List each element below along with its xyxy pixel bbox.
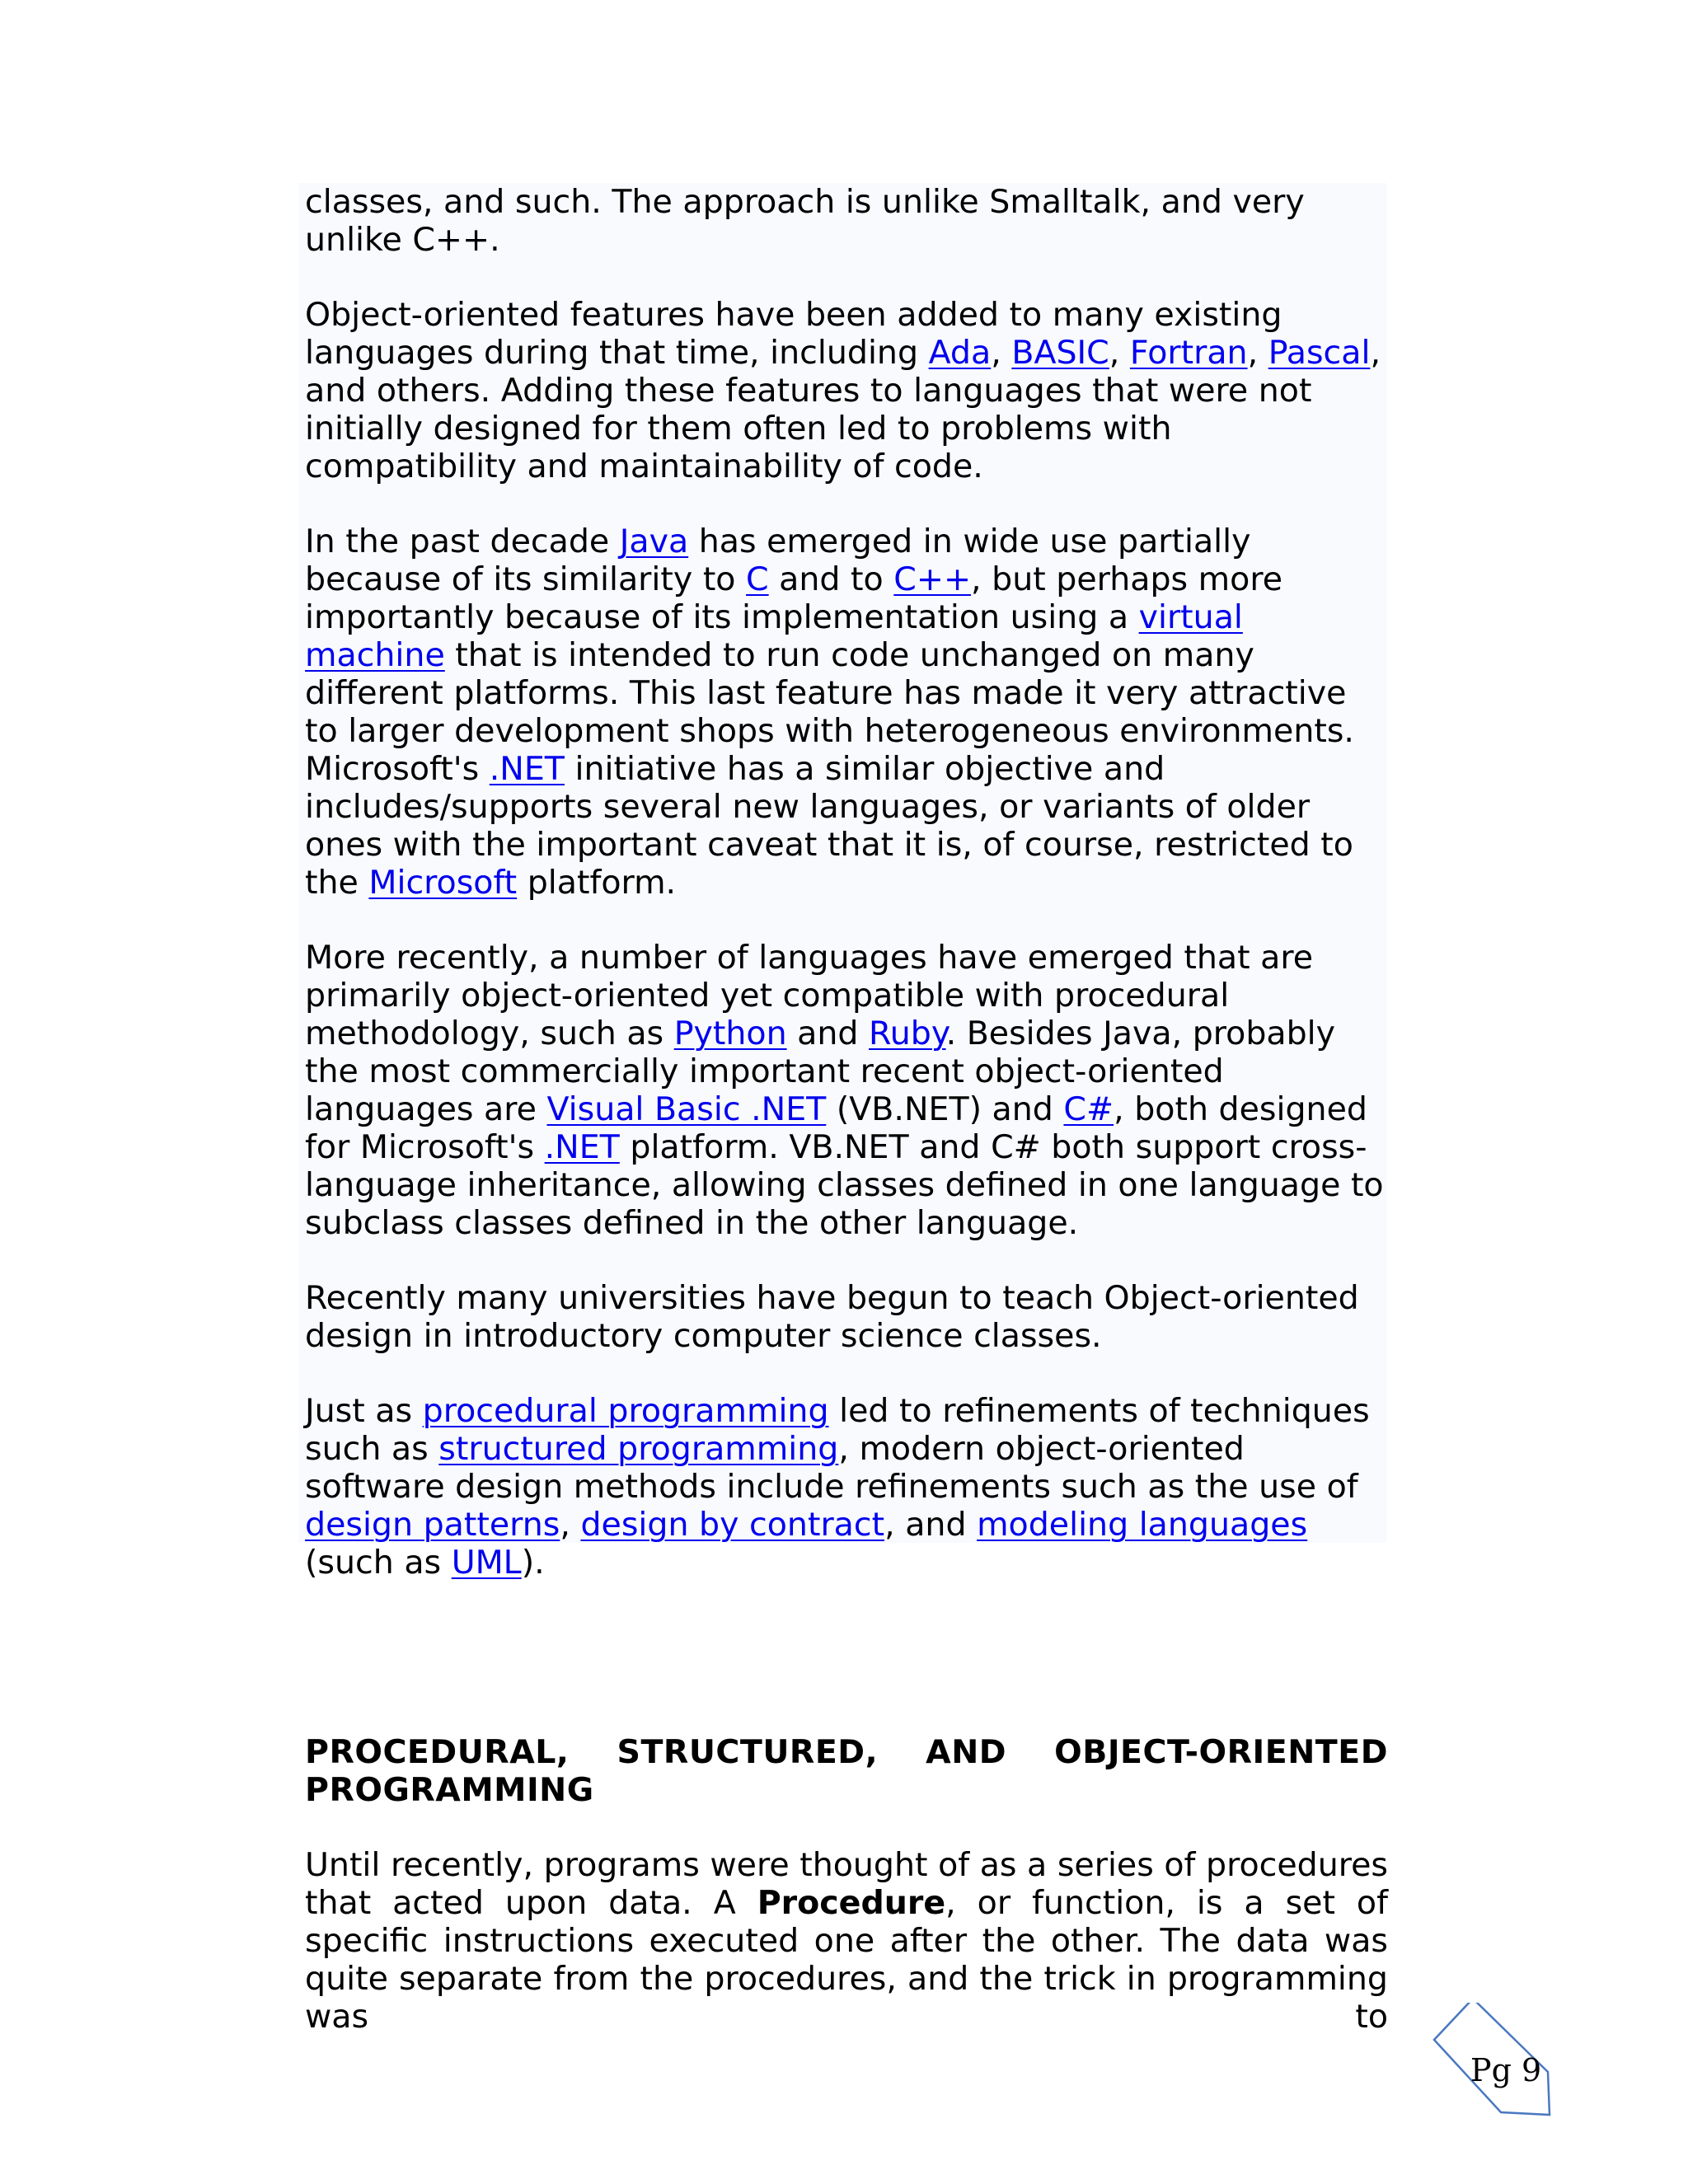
link-visual-basic-net[interactable]: Visual Basic .NET xyxy=(546,1090,827,1128)
text: and xyxy=(786,1015,870,1052)
paragraph-5 xyxy=(305,1279,1388,1355)
text: , both designed for Microsoft's xyxy=(305,1090,1367,1166)
paragraph-6 xyxy=(305,1392,1388,1582)
link-design-patterns[interactable]: design patterns xyxy=(305,1506,560,1544)
text: , and xyxy=(884,1506,978,1544)
link-java[interactable]: Java xyxy=(619,523,689,560)
link-procedural-programming[interactable]: procedural programming xyxy=(422,1392,829,1430)
text: has emerged in wide use partially because of its similarity to xyxy=(305,523,1251,598)
text: , xyxy=(1247,334,1268,372)
link-dotnet[interactable]: .NET xyxy=(489,750,565,788)
page-number: Pg 9 xyxy=(1470,2052,1542,2088)
text: and to xyxy=(768,560,894,598)
text: , modern object-oriented software design methods include refinements such as the use of xyxy=(305,1430,1358,1506)
paragraph-7 xyxy=(305,1846,1388,2036)
link-ruby[interactable]: Ruby xyxy=(869,1015,946,1052)
text: ). xyxy=(521,1544,545,1582)
text: , and others. Adding these features to languages that were not initially designed for them often led to problems with compatibility and maintainability of code. xyxy=(305,334,1381,485)
link-python[interactable]: Python xyxy=(673,1015,787,1052)
link-uml[interactable]: UML xyxy=(451,1544,522,1582)
text: platform. VB.NET and C# both support cross-language inheritance, allowing classes defined in one language to subclass classes defined in the other language. xyxy=(305,1128,1384,1242)
text: More recently, a number of languages have emerged that are primarily object-oriented yet compatible with procedural methodology, such as xyxy=(305,939,1314,1052)
text: Object-oriented features have been added to many existing languages during that time, including xyxy=(305,296,1282,372)
text: , xyxy=(991,334,1012,372)
text: platform. xyxy=(517,864,677,902)
paragraph-4 xyxy=(305,939,1388,1242)
text: Recently many universities have begun to teach Object-oriented design in introductory computer science classes. xyxy=(305,1279,1359,1355)
link-basic[interactable]: BASIC xyxy=(1011,334,1109,372)
page-number-badge xyxy=(1432,2003,1564,2135)
text: led to refinements of techniques such as xyxy=(305,1392,1370,1468)
text: Just as xyxy=(305,1392,423,1430)
paragraph-2 xyxy=(305,296,1388,485)
link-pascal[interactable]: Pascal xyxy=(1268,334,1371,372)
text: , but perhaps more importantly because of its implementation using a xyxy=(305,560,1282,636)
link-c[interactable]: C xyxy=(746,560,769,598)
link-virtual-machine[interactable]: virtual machine xyxy=(305,598,1243,674)
section-heading: PROCEDURAL, STRUCTURED, AND OBJECT-ORIENTED PROGRAMMING xyxy=(305,1733,1388,1809)
text: In the past decade xyxy=(305,523,620,560)
link-dotnet-2[interactable]: .NET xyxy=(544,1128,620,1166)
text: , or function, is a set of specific instructions executed one after the other. The data was quite separate from the procedures, and the trick in programming was to xyxy=(305,1884,1388,2036)
link-design-by-contract[interactable]: design by contract xyxy=(580,1506,885,1544)
text: (such as xyxy=(305,1544,452,1582)
text: , xyxy=(1109,334,1130,372)
text: classes, and such. The approach is unlike Smalltalk, and very unlike C++. xyxy=(305,183,1305,259)
text: that is intended to run code unchanged on many different platforms. This last feature has made it very attractive to larger development shops with heterogeneous environments. Microsoft's xyxy=(305,636,1354,788)
link-ada[interactable]: Ada xyxy=(928,334,992,372)
paragraph-3 xyxy=(305,523,1388,902)
text: . Besides Java, probably the most commercially important recent object-oriented languages are xyxy=(305,1015,1336,1128)
link-modeling-languages[interactable]: modeling languages xyxy=(977,1506,1308,1544)
document-body xyxy=(305,183,1388,1619)
text: Until recently, programs were thought of as a series of procedures that acted upon data. A xyxy=(305,1846,1388,1922)
link-structured-programming[interactable]: structured programming xyxy=(438,1430,839,1468)
text: initiative has a similar objective and includes/supports several new languages, or variants of older ones with the important caveat that it is, of course, restricted to the xyxy=(305,750,1353,902)
paragraph-1 xyxy=(305,183,1388,259)
text: (VB.NET) and xyxy=(826,1090,1064,1128)
link-csharp[interactable]: C# xyxy=(1063,1090,1114,1128)
bold-term-procedure: Procedure xyxy=(757,1884,946,1922)
link-fortran[interactable]: Fortran xyxy=(1129,334,1248,372)
link-cpp[interactable]: C++ xyxy=(893,560,972,598)
link-microsoft[interactable]: Microsoft xyxy=(368,864,518,902)
text: , xyxy=(560,1506,581,1544)
